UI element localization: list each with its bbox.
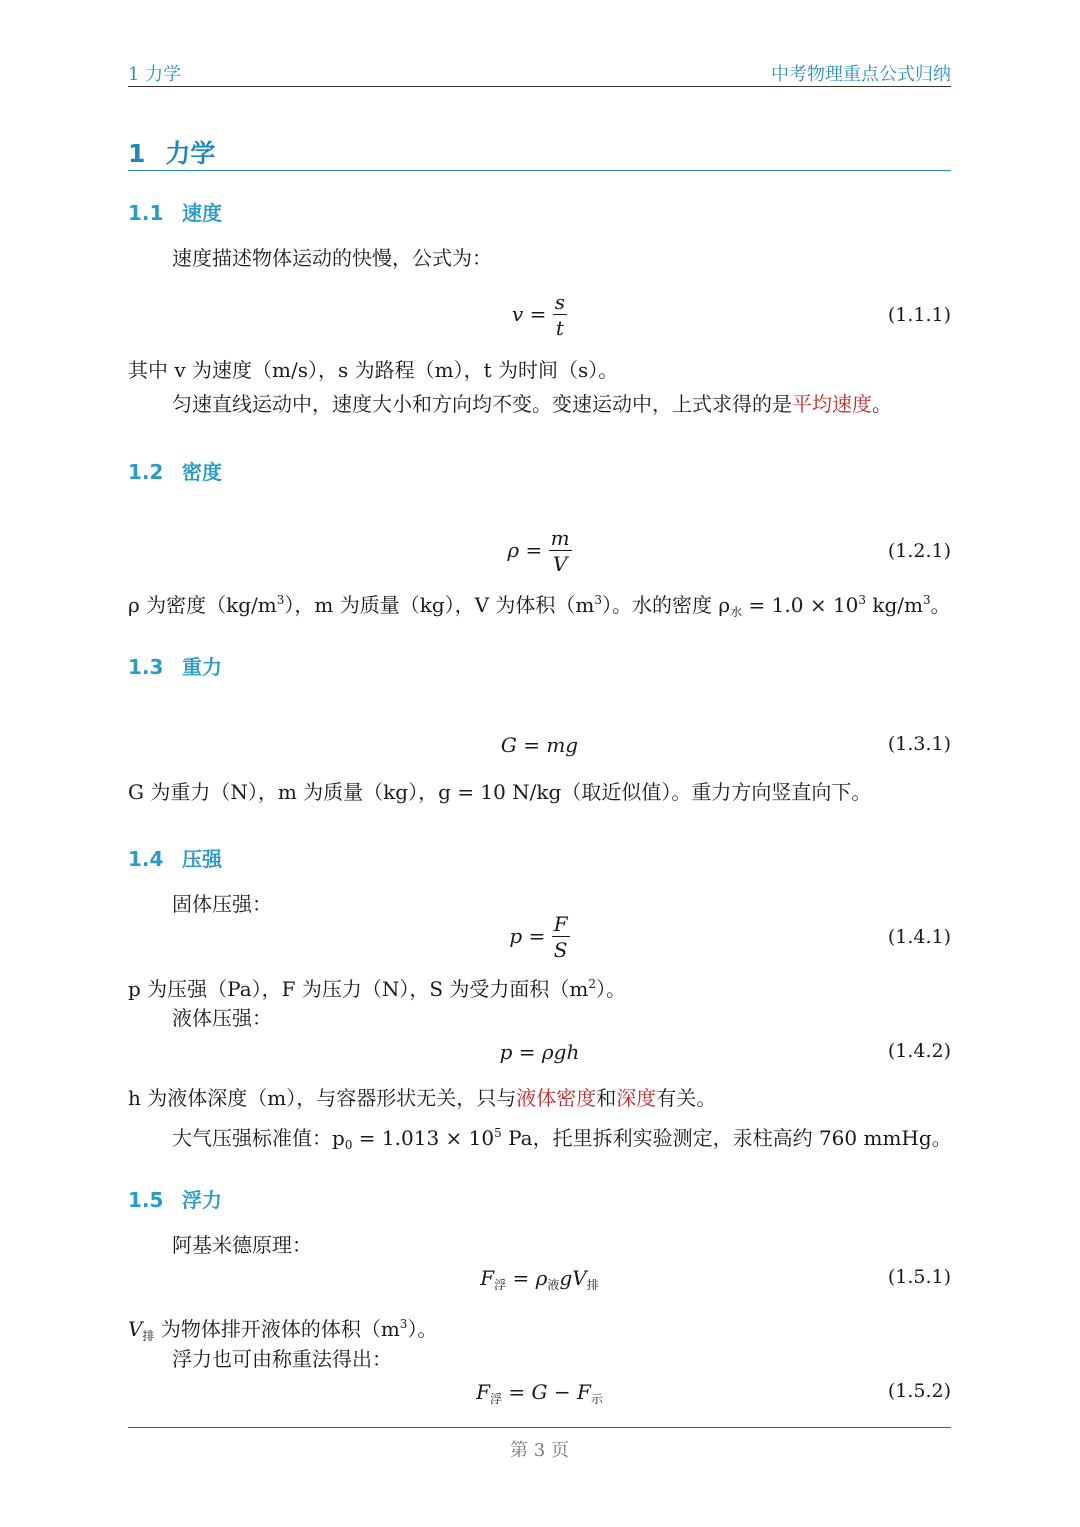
equation-1-4-1: [128, 912, 951, 962]
eq-part: gV: [559, 1266, 587, 1290]
subscript: 水: [730, 605, 743, 619]
subscript: 浮: [490, 1392, 503, 1406]
subsection-number: 1.5: [128, 1188, 164, 1212]
numerator: F: [553, 912, 568, 936]
desc-part: h 为液体深度（m），与容器形状无关，只与: [128, 1086, 517, 1110]
liquid-pressure-label: 液体压强：: [172, 1006, 272, 1030]
velocity-description: 其中 v 为速度（m/s），s 为路程（m），t 为时间（s）。: [128, 358, 619, 382]
atmospheric-pressure-note: [172, 1119, 995, 1159]
eq-body: G = mg: [500, 733, 579, 757]
eq-part: = G − F: [502, 1380, 591, 1404]
desc-part: 大气压强标准值：p: [172, 1126, 345, 1150]
exponent: 3: [276, 593, 285, 607]
exponent: 3: [923, 593, 931, 607]
eq-lhs: ρ =: [507, 538, 543, 562]
equation-1-1-1: [128, 290, 951, 340]
desc-part: ），m 为质量（kg），V 为体积（m: [284, 593, 595, 617]
eq-body: p = ρgh: [499, 1040, 580, 1064]
equation-tag: (1.4.1): [887, 926, 951, 948]
desc-part: 有关。: [656, 1086, 717, 1110]
exponent: 5: [494, 1126, 502, 1140]
displaced-volume-description: [128, 1310, 951, 1350]
desc-part: kg/m: [866, 593, 924, 617]
highlight-average-velocity: 平均速度: [792, 392, 872, 416]
equation-tag: (1.2.1): [887, 540, 951, 562]
desc-part: ）。: [407, 1317, 438, 1341]
equation-1-5-1: [128, 1266, 951, 1316]
desc-part: V: [128, 1317, 143, 1341]
exponent: 3: [594, 593, 603, 607]
density-description: [128, 586, 951, 626]
exponent: 2: [588, 977, 597, 991]
desc-part: 为物体排开液体的体积（m: [154, 1317, 400, 1341]
desc-part: ）。水的密度 ρ: [602, 593, 731, 617]
equation-1-3-1: [128, 733, 951, 783]
eq-part: = ρ: [506, 1266, 548, 1290]
desc-part: Pa，托里拆利实验测定，汞柱高约 760 mmHg。: [501, 1126, 952, 1150]
archimedes-label: 阿基米德原理：: [172, 1233, 312, 1257]
exponent: 3: [858, 593, 867, 607]
header-chapter: 1 力学: [128, 64, 182, 85]
subsection-number: 1.1: [128, 201, 164, 225]
subsection-pressure-heading: [128, 843, 222, 872]
velocity-intro: 速度描述物体运动的快慢，公式为：: [172, 246, 492, 270]
section-number: 1: [128, 139, 146, 168]
subsection-density-heading: [128, 456, 222, 485]
fraction: [553, 290, 567, 341]
desc-part: 。: [930, 593, 951, 617]
eq-lhs: p =: [509, 924, 546, 948]
denominator: t: [553, 314, 567, 341]
fraction: [552, 912, 570, 963]
equation-tag: (1.5.1): [887, 1266, 951, 1288]
running-header: [128, 60, 951, 87]
subsection-title: 浮力: [182, 1188, 222, 1212]
subsection-title: 重力: [182, 655, 222, 679]
equation-tag: (1.1.1): [887, 304, 951, 326]
header-doc-title: 中考物理重点公式归纳: [771, 64, 951, 85]
section-heading: [128, 134, 951, 171]
equation-1-2-1: [128, 526, 951, 576]
footer-rule: [128, 1427, 951, 1428]
subsection-number: 1.3: [128, 655, 164, 679]
equation-1-4-2: [128, 1040, 951, 1090]
desc-part: 和: [596, 1086, 617, 1110]
denominator: V: [549, 550, 572, 577]
equation-tag: (1.4.2): [887, 1040, 951, 1062]
highlight-depth: 深度: [616, 1086, 657, 1110]
exponent: 3: [399, 1317, 408, 1331]
subsection-number: 1.4: [128, 847, 164, 871]
eq-part: F: [480, 1266, 495, 1290]
highlight-liquid-density: 液体密度: [516, 1086, 597, 1110]
desc-part: ρ 为密度（kg/m: [128, 593, 277, 617]
subsection-buoyancy-heading: [128, 1184, 222, 1213]
subscript: 排: [142, 1329, 155, 1343]
desc-part: = 1.013 × 10: [352, 1126, 495, 1150]
velocity-note: [172, 390, 995, 418]
solid-pressure-label: 固体压强：: [172, 892, 272, 916]
eq-lhs: v =: [511, 302, 547, 326]
desc-part: p 为压强（Pa），F 为压力（N），S 为受力面积（m: [128, 977, 589, 1001]
subsection-title: 速度: [182, 201, 222, 225]
equation-1-5-2: [128, 1380, 951, 1430]
subscript: 示: [590, 1392, 603, 1406]
equation-tag: (1.3.1): [887, 733, 951, 755]
subsection-number: 1.2: [128, 460, 164, 484]
desc-part: = 1.0 × 10: [742, 593, 859, 617]
subscript: 0: [344, 1138, 353, 1152]
eq-part: F: [476, 1380, 491, 1404]
weighing-method-label: 浮力也可由称重法得出：: [172, 1347, 392, 1371]
denominator: S: [552, 936, 570, 963]
numerator: m: [550, 526, 570, 550]
subscript: 浮: [494, 1278, 507, 1292]
gravity-description: G 为重力（N），m 为质量（kg），g = 10 N/kg（取近似值）。重力方向竖直向下。: [128, 780, 872, 804]
solid-pressure-description: [128, 970, 951, 1003]
subscript: 液: [547, 1278, 560, 1292]
fraction: [549, 526, 572, 577]
subsection-velocity-heading: [128, 197, 222, 226]
section-title: 力学: [165, 139, 216, 168]
subsection-gravity-heading: [128, 651, 222, 680]
subscript: 排: [586, 1278, 599, 1292]
note-end: 。: [872, 392, 892, 416]
liquid-pressure-description: [128, 1084, 951, 1112]
note-text: 匀速直线运动中，速度大小和方向均不变。变速运动中，上式求得的是: [172, 392, 792, 416]
numerator: s: [554, 290, 566, 314]
desc-part: ）。: [596, 977, 627, 1001]
equation-tag: (1.5.2): [887, 1380, 951, 1402]
subsection-title: 密度: [182, 460, 222, 484]
subsection-title: 压强: [182, 847, 222, 871]
page-number: 第 3 页: [510, 1440, 569, 1461]
